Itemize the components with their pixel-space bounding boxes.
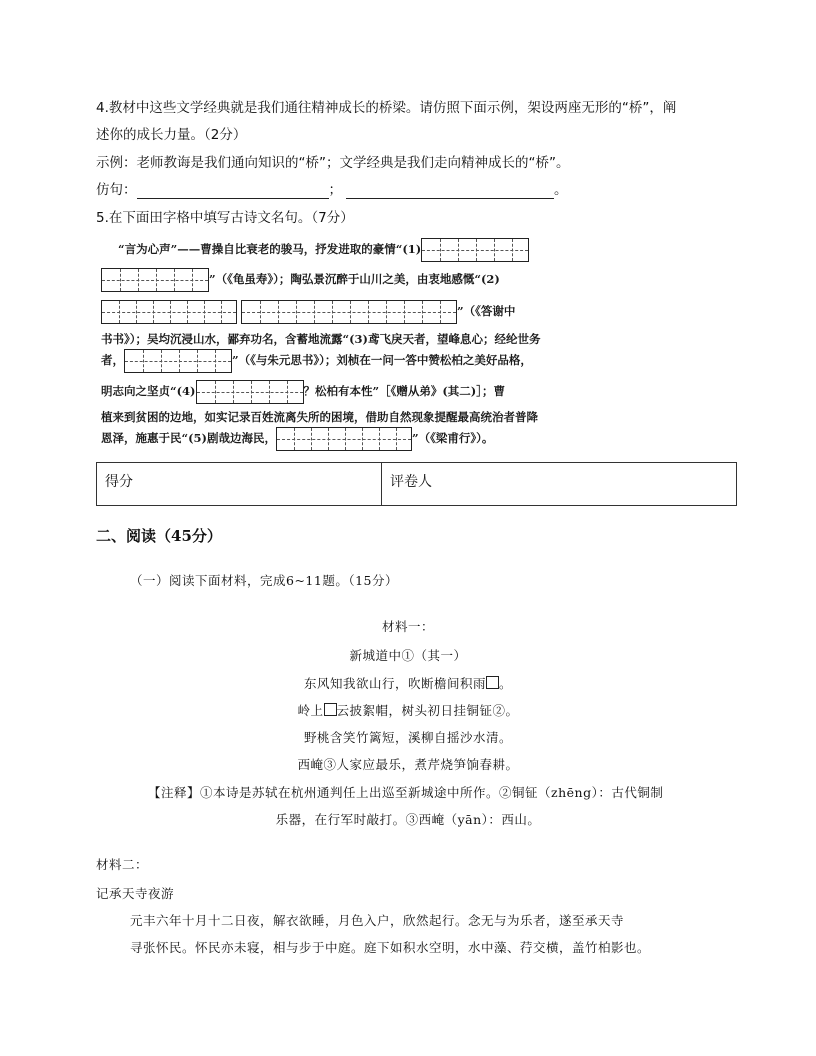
- q5-s6a: 明志向之坚贞“(4): [101, 384, 196, 398]
- poem-note-2: 乐器，在行军时敲打。③西崦（yān）：西山。: [275, 812, 541, 827]
- material1-label: 材料一：: [381, 619, 434, 634]
- poem-line-4: 西崦③人家应最乐，煮芹烧笋饷春耕。: [297, 757, 519, 772]
- grid-answer-5[interactable]: [276, 427, 412, 451]
- q5-row1: [118, 238, 529, 262]
- grid-answer-1a[interactable]: [421, 238, 529, 262]
- q4-line1: 4.教材中这些文学经典就是我们通往精神成长的桥梁。请仿照下面示例，架设两座无形的“桥”，阐: [96, 100, 677, 116]
- imitate-blank-1[interactable]: [137, 182, 329, 199]
- q5-s5b: ”（《与朱元思书》）；刘桢在一问一答中赞松柏之美好品格，: [232, 353, 532, 367]
- grader-label: 评卷人: [390, 474, 432, 490]
- poem-line-3: 野桃含笑竹篱短，溪柳自摇沙水清。: [303, 730, 512, 745]
- part1-instruction: （一）阅读下面材料，完成6~11题。（15分）: [130, 573, 398, 588]
- poem-line-2: 岭上 云披絮帽，树头初日挂铜钲②。: [297, 703, 519, 718]
- poem-line-1: 东风知我欲山行，吹断檐间积雨 。: [303, 676, 513, 691]
- grid-answer-2b[interactable]: [241, 300, 457, 324]
- poem-note-1: 【注释】①本诗是苏轼在杭州通判任上出巡至新城途中所作。②铜钲（zhēng）：古代铜制: [148, 785, 664, 800]
- q5-s4: 书书》）；吴均沉浸山水，鄙弃功名，含蓄地流露“(3)鸢飞戾天者，望峰息心；经纶世务: [101, 332, 541, 346]
- q5-row3: [101, 300, 515, 324]
- grid-answer-1b[interactable]: [101, 268, 209, 292]
- q5-s2: ”（《龟虽寿》）；陶弘景沉醉于山川之美，由衷地感慨“(2): [209, 272, 500, 286]
- q5-s5a: 者，: [101, 353, 124, 367]
- score-table: [96, 462, 737, 506]
- q4-line2: 述你的成长力量。（2分）: [96, 127, 247, 143]
- missing-char-box-1: [486, 676, 499, 689]
- q5-s1: “言为心声”——曹操自比衰老的骏马，抒发进取的豪情“(1): [118, 242, 422, 256]
- q5-s3: ”（《答谢中: [457, 304, 516, 318]
- q5-row8: [101, 427, 493, 451]
- score-label: 得分: [105, 474, 133, 490]
- q4-example: 示例：老师教诲是我们通向知识的“桥”；文学经典是我们走向精神成长的“桥”。: [96, 155, 570, 171]
- imitate-end: 。: [554, 182, 568, 198]
- q5-title: 5.在下面田字格中填写古诗文名句。（7分）: [96, 210, 354, 226]
- missing-char-box-2: [324, 703, 337, 716]
- q5-s7: 植来到贫困的边地，如实记录百姓流离失所的困境，借助自然现象提醒最高统治者普降: [101, 410, 538, 424]
- q5-s8a: 恩泽，施惠于民“(5)剧哉边海民，: [101, 431, 276, 445]
- poem-title: 新城道中①（其一）: [349, 648, 467, 663]
- score-cell[interactable]: [97, 463, 382, 506]
- q5-s6b: ？松柏有本性”［《赠从弟》(其二)］；曹: [303, 384, 505, 398]
- imitate-sep: ；: [328, 182, 342, 198]
- essay-line-1: 元丰六年十月十二日夜，解衣欲睡，月色入户，欣然起行。念无与为乐者，遂至承天寺: [130, 913, 625, 928]
- grid-answer-2a[interactable]: [101, 300, 237, 324]
- grader-cell[interactable]: [382, 463, 737, 506]
- q5-row5: [101, 349, 532, 373]
- q5-row2: [101, 268, 500, 292]
- grid-answer-3[interactable]: [124, 349, 232, 373]
- imitate-blank-2[interactable]: [346, 182, 554, 199]
- essay-title: 记承天寺夜游: [96, 886, 175, 901]
- imitate-label: 仿句：: [96, 182, 137, 198]
- grid-answer-4[interactable]: [196, 380, 304, 404]
- essay-line-2: 寻张怀民。怀民亦未寝，相与步于中庭。庭下如积水空明，水中藻、荇交横，盖竹柏影也。: [130, 940, 651, 955]
- material2-label: 材料二：: [96, 857, 149, 872]
- section2-heading: 二、阅读（45分）: [96, 527, 222, 545]
- q5-s8b: ”（《梁甫行》）。: [412, 431, 494, 445]
- q4-imitate-row: [96, 178, 568, 199]
- q5-row6: [101, 380, 505, 404]
